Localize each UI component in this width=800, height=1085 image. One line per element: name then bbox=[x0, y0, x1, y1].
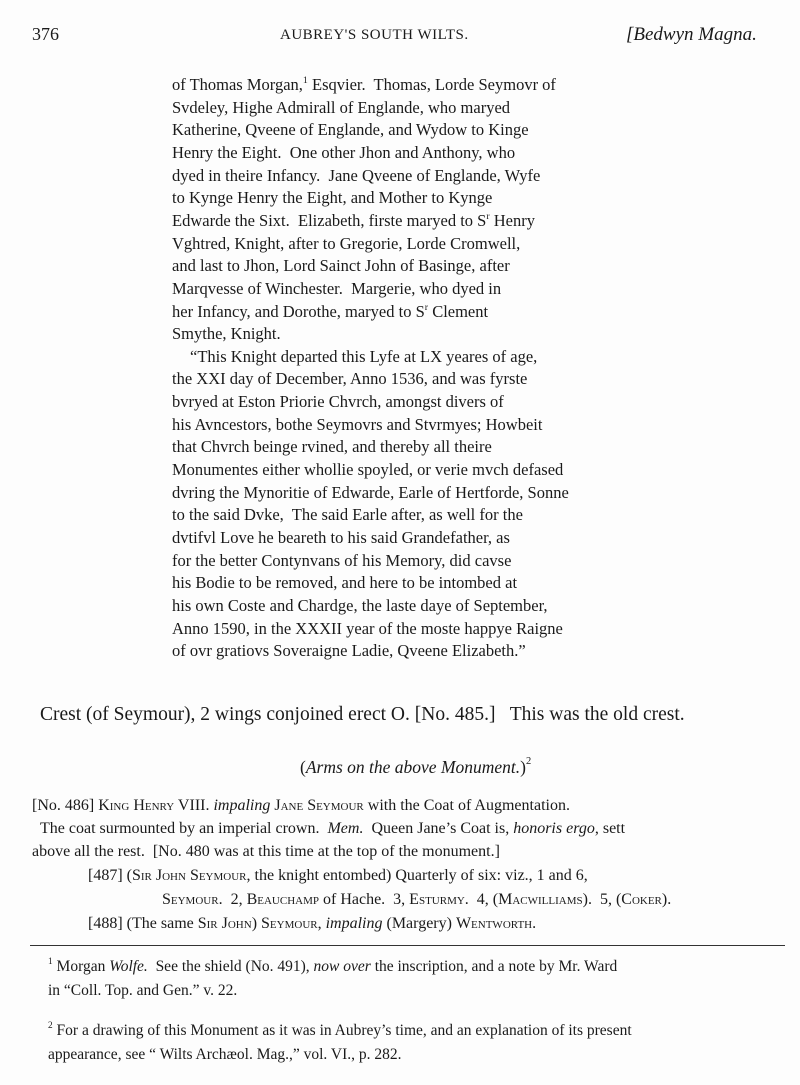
text-segment: Sir John Seymour bbox=[131, 867, 247, 884]
text-segment: with the Coat of Augmentation. bbox=[363, 797, 570, 814]
text-segment: now over bbox=[313, 958, 371, 975]
text-line bbox=[172, 506, 523, 525]
text-segment: r bbox=[424, 301, 429, 313]
text-segment: Vghtred, Knight, after to Gregorie, Lorde Cromwell, bbox=[172, 233, 521, 253]
text-segment: Henry the Eight. One other Jhon and Anthony, who bbox=[172, 142, 516, 162]
text-segment: impaling bbox=[213, 797, 271, 814]
text-line bbox=[172, 144, 515, 163]
text-segment: to Kynge Henry the Eight, and Mother to Kynge bbox=[172, 188, 493, 208]
text-line bbox=[40, 704, 685, 726]
text-segment: Seymour bbox=[162, 891, 219, 908]
section-title: [Bedwyn Magna. bbox=[626, 24, 757, 45]
text-segment: 1 bbox=[48, 957, 53, 967]
text-line bbox=[172, 235, 520, 254]
text-segment: King Henry bbox=[98, 797, 175, 814]
text-line bbox=[48, 982, 237, 1000]
text-segment: Coker bbox=[621, 891, 662, 908]
text-line bbox=[172, 189, 492, 208]
text-line bbox=[172, 552, 511, 571]
text-segment: [No. 486] bbox=[32, 797, 99, 814]
text-line bbox=[172, 370, 527, 389]
text-line bbox=[172, 121, 529, 140]
text-segment: of Hache. 3, bbox=[318, 891, 410, 908]
text-segment: See the shield (No. 491), bbox=[147, 958, 314, 975]
text-segment: [487] ( bbox=[88, 867, 132, 884]
text-segment: 1 bbox=[302, 75, 308, 86]
text-segment: Katherine, Qveene of Englande, and Wydow to Kinge bbox=[172, 120, 529, 140]
text-segment: Anno 1590, in the XXXII year of the moste happye Raigne bbox=[172, 618, 563, 638]
page-number: 376 bbox=[32, 24, 59, 44]
text-line bbox=[300, 757, 531, 777]
text-segment: of ovr gratiovs Soveraigne Ladie, Qveene Elizabeth.” bbox=[172, 641, 526, 661]
text-line bbox=[172, 280, 501, 299]
text-segment: to the said Dvke, The said Earle after, as well for the bbox=[172, 505, 523, 525]
text-segment: ). bbox=[661, 891, 672, 908]
text-segment: Marqvesse of Winchester. Margerie, who dyed in bbox=[172, 278, 502, 298]
text-line bbox=[172, 212, 535, 231]
text-line bbox=[190, 348, 537, 367]
text-segment: the XXI day of December, Anno 1536, and was fyrste bbox=[172, 369, 528, 389]
text-segment: and last to Jhon, Lord Sainct John of Basinge, after bbox=[172, 256, 510, 276]
running-title: AUBREY'S SOUTH WILTS. bbox=[280, 27, 469, 43]
text-segment: VIII. bbox=[174, 797, 214, 814]
text-line bbox=[172, 325, 281, 344]
text-line bbox=[88, 867, 588, 885]
text-line bbox=[172, 257, 510, 276]
text-segment: , sett bbox=[594, 820, 626, 837]
text-line bbox=[88, 915, 536, 933]
footnote-rule bbox=[30, 945, 785, 946]
text-segment: his own Coste and Chardge, the laste daye of September, bbox=[172, 595, 548, 615]
text-segment: Mem. bbox=[327, 820, 364, 837]
text-segment: “This Knight departed this Lyfe at LX yeares of age, bbox=[190, 346, 538, 366]
text-segment: , bbox=[317, 915, 326, 932]
text-line bbox=[48, 1046, 402, 1064]
text-segment: Beauchamp bbox=[246, 891, 319, 908]
text-line bbox=[172, 484, 569, 503]
text-line bbox=[172, 574, 517, 593]
text-line bbox=[48, 958, 617, 976]
text-segment: Clement bbox=[428, 301, 489, 321]
text-segment: Morgan bbox=[52, 958, 110, 975]
text-line bbox=[162, 891, 671, 909]
text-segment: Svdeley, Highe Admirall of Englande, who maryed bbox=[172, 97, 511, 117]
text-segment: , the knight entombed) Quarterly of six: viz., 1 and 6, bbox=[246, 867, 588, 884]
text-line bbox=[172, 167, 540, 186]
text-segment: The coat surmounted by an imperial crown. bbox=[40, 820, 328, 837]
text-segment: Edwarde the Sixt. Elizabeth, firste maryed to S bbox=[172, 210, 487, 230]
text-segment: honoris ergo bbox=[513, 820, 595, 837]
text-segment: Esqvier. Thomas, Lorde Seymovr of bbox=[307, 75, 556, 94]
text-segment: Smythe, Knight. bbox=[172, 324, 281, 344]
text-segment: Crest (of Seymour), 2 wings conjoined erect O. [No. 485.] This was the old crest. bbox=[40, 704, 685, 725]
text-segment: Arms on the above Monument. bbox=[305, 757, 521, 777]
text-segment: ). 5, ( bbox=[582, 891, 622, 908]
text-segment: Sir John bbox=[197, 915, 252, 932]
text-line bbox=[48, 1022, 632, 1040]
text-segment: the inscription, and a note by Mr. Ward bbox=[370, 958, 618, 975]
text-segment: 2 bbox=[526, 756, 532, 767]
text-segment: r bbox=[486, 210, 490, 222]
text-line bbox=[172, 529, 510, 548]
text-segment: appearance, see “ Wilts Archæol. Mag.,” vol. VI., p. 282. bbox=[48, 1046, 402, 1063]
text-line bbox=[172, 303, 488, 322]
text-segment: Jane Seymour bbox=[274, 797, 364, 814]
text-segment: of Thomas Morgan, bbox=[172, 75, 303, 94]
text-segment: [488] (The same bbox=[88, 915, 198, 932]
text-line bbox=[172, 438, 492, 457]
text-line bbox=[172, 642, 526, 661]
text-segment: ) bbox=[251, 915, 262, 932]
text-line bbox=[40, 820, 625, 838]
text-segment: Henry bbox=[489, 210, 535, 230]
text-segment: 2 bbox=[48, 1021, 53, 1031]
text-segment: . 4, ( bbox=[464, 891, 499, 908]
text-line bbox=[172, 416, 542, 435]
text-segment: Macwilliams bbox=[498, 891, 583, 908]
text-segment: impaling bbox=[325, 915, 383, 932]
text-segment: that Chvrch beinge rvined, and thereby all theire bbox=[172, 437, 492, 457]
text-segment: Monumentes either whollie spoyled, or verie mvch defased bbox=[172, 460, 564, 480]
text-line bbox=[172, 597, 548, 616]
text-segment: (Margery) bbox=[382, 915, 456, 932]
text-segment: Wentworth bbox=[455, 915, 533, 932]
text-segment: . bbox=[532, 915, 537, 932]
text-segment: bvryed at Eston Priorie Chvrch, amongst divers of bbox=[172, 392, 504, 412]
text-line bbox=[172, 461, 563, 480]
text-segment: dvring the Mynoritie of Edwarde, Earle of Hertforde, Sonne bbox=[172, 482, 569, 502]
text-segment: his Avncestors, bothe Seymovrs and Stvrmyes; Howbeit bbox=[172, 414, 543, 434]
text-segment: ( bbox=[300, 757, 306, 777]
text-line bbox=[172, 76, 556, 95]
text-segment: above all the rest. [No. 480 was at this time at the top of the monument.] bbox=[32, 843, 500, 860]
text-segment: Seymour bbox=[261, 915, 318, 932]
text-segment: for the better Contynvans of his Memory, did cavse bbox=[172, 550, 512, 570]
text-segment: For a drawing of this Monument as it was in Aubrey’s time, and an explanation of its present bbox=[52, 1022, 632, 1039]
text-segment: his Bodie to be removed, and here to be intombed at bbox=[172, 573, 518, 593]
text-segment: dvtifvl Love he beareth to his said Grandefather, as bbox=[172, 528, 510, 547]
text-line bbox=[32, 843, 500, 861]
text-segment: Esturmy bbox=[409, 891, 465, 908]
text-segment: dyed in theire Infancy. Jane Qveene of Englande, Wyfe bbox=[172, 165, 541, 185]
text-segment: . 2, bbox=[218, 891, 247, 908]
text-segment: Wolfe. bbox=[109, 958, 148, 975]
text-segment: in “Coll. Top. and Gen.” v. 22. bbox=[48, 982, 238, 999]
text-segment: ) bbox=[520, 757, 526, 777]
text-line bbox=[172, 620, 563, 639]
text-line bbox=[172, 99, 510, 118]
text-segment: Queen Jane’s Coat is, bbox=[363, 820, 514, 837]
text-line bbox=[172, 393, 504, 412]
text-line bbox=[32, 797, 570, 815]
text-segment: her Infancy, and Dorothe, maryed to S bbox=[172, 301, 425, 321]
